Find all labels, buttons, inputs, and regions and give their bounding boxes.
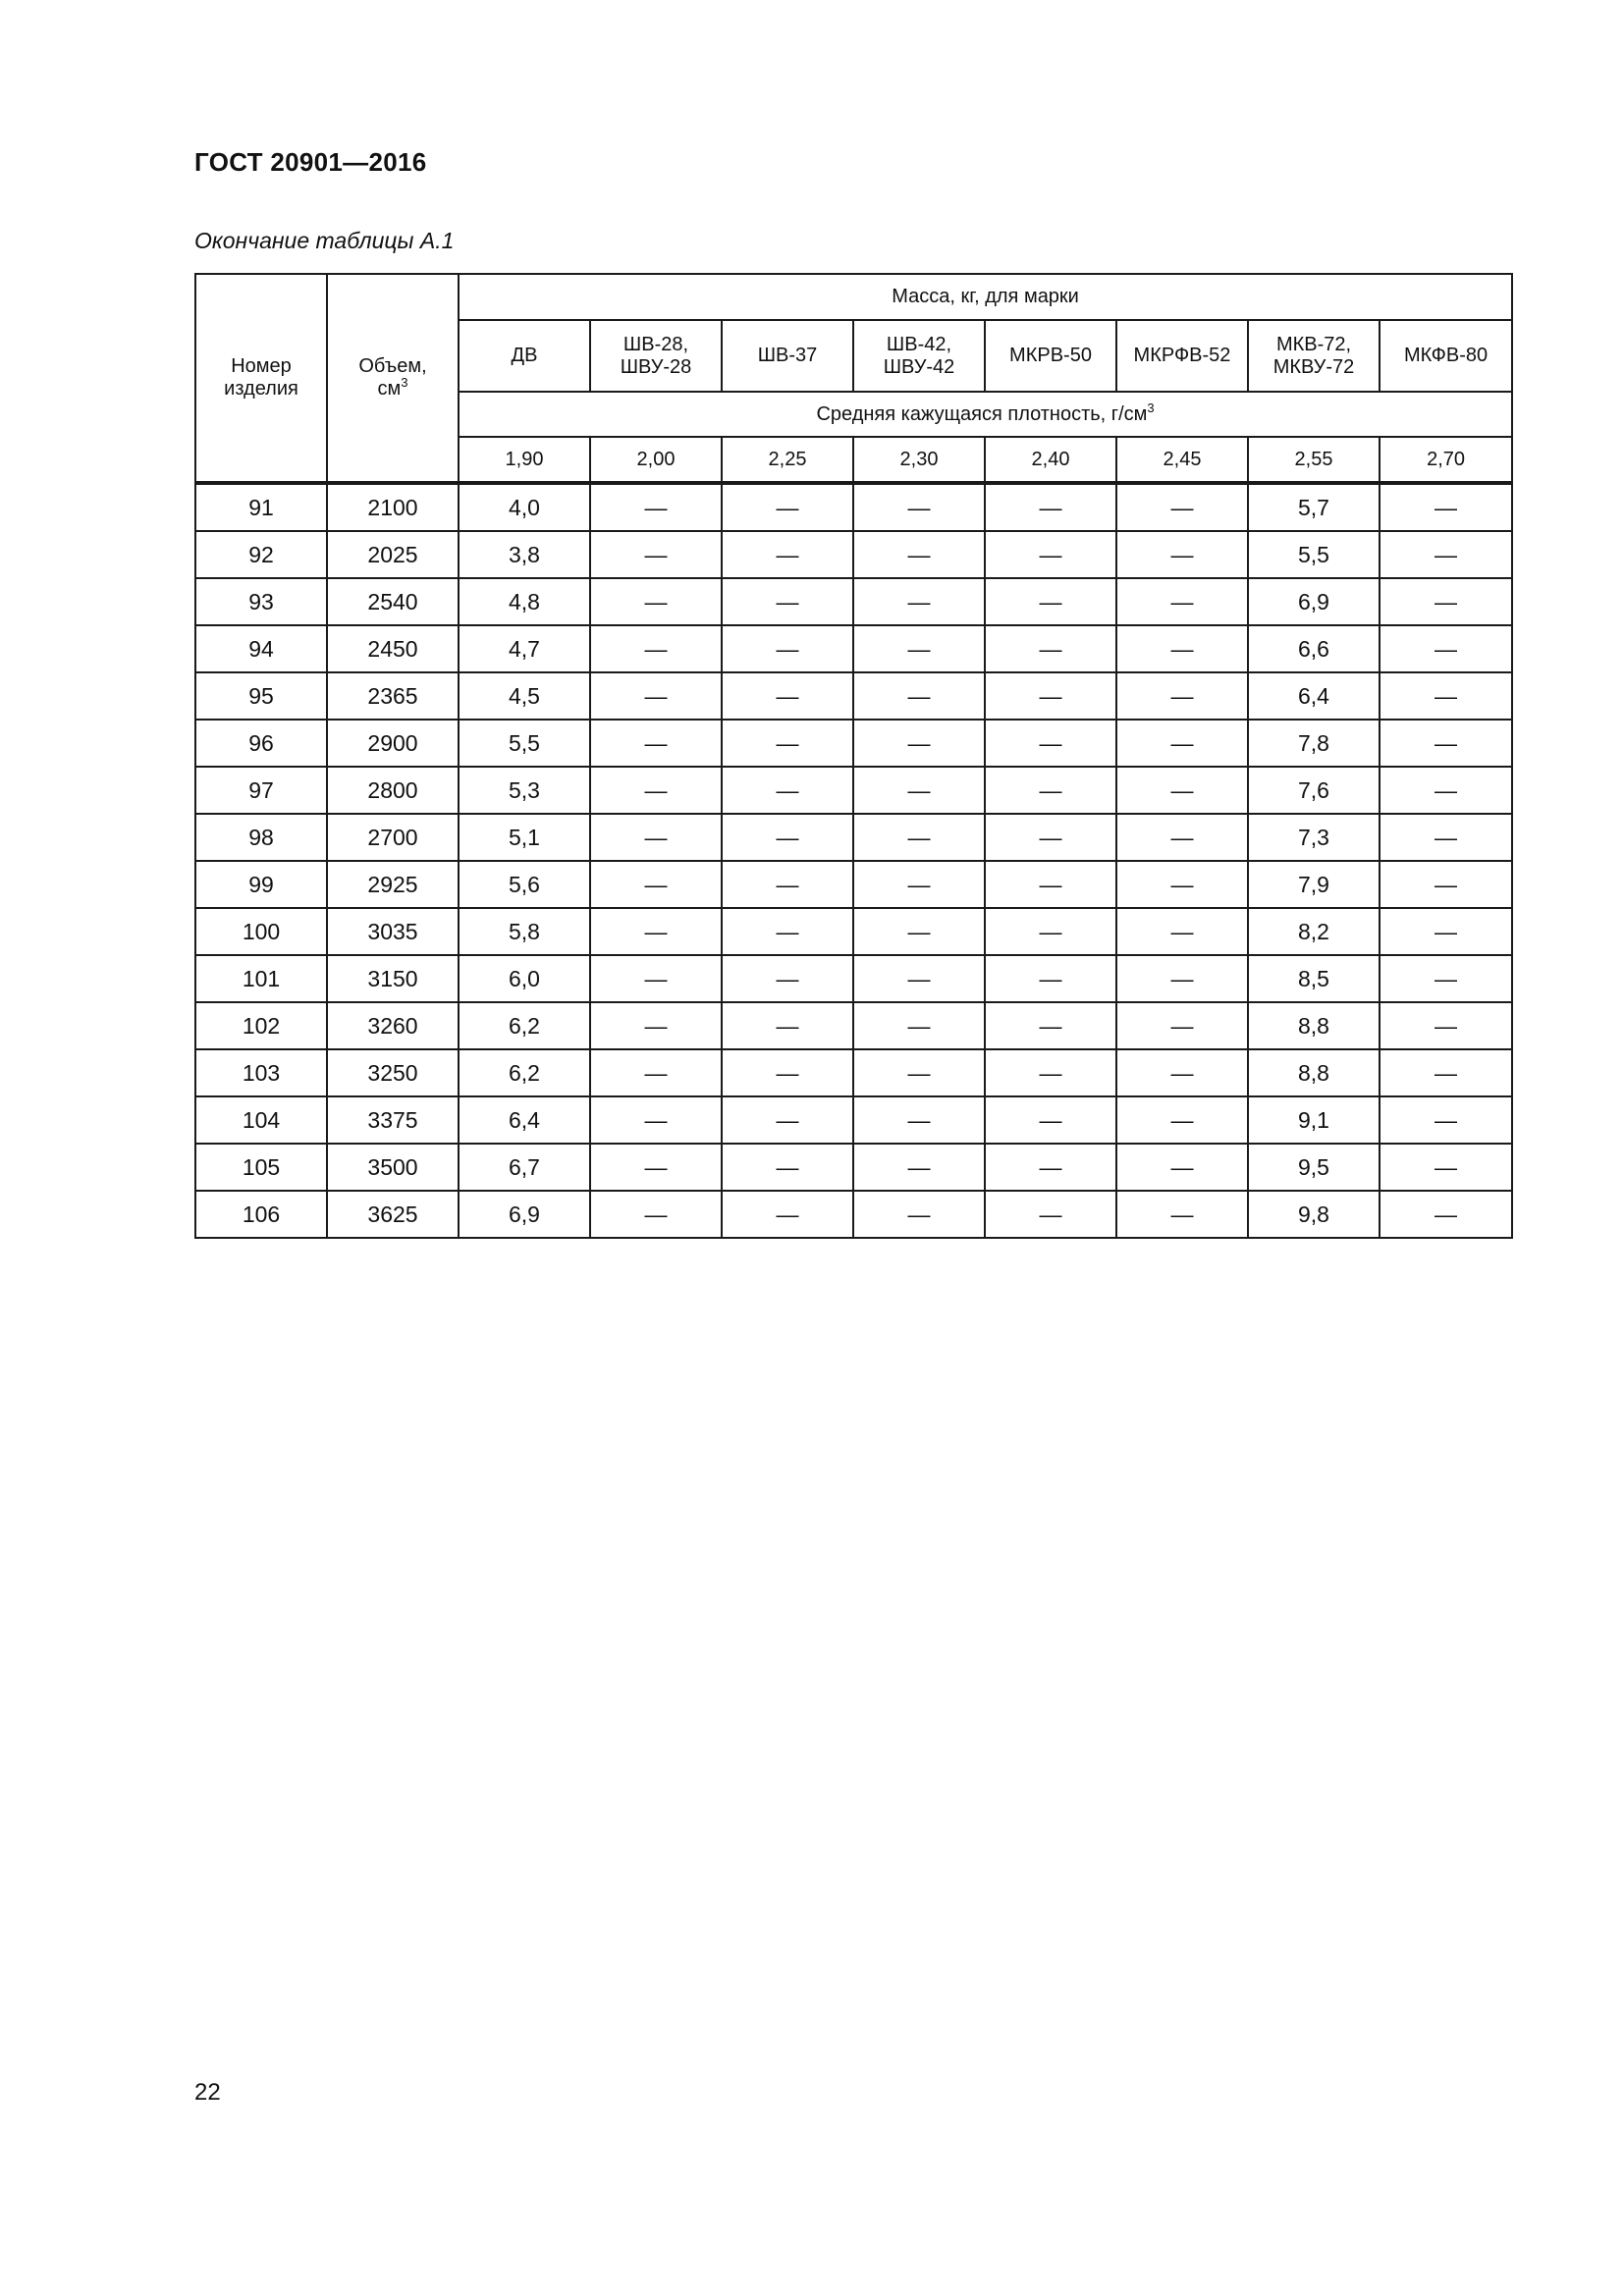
cell-volume: 2025: [327, 531, 459, 578]
cell-volume: 2925: [327, 861, 459, 908]
cell-mass: —: [853, 1002, 985, 1049]
cell-volume: 2365: [327, 672, 459, 720]
cell-volume: 2450: [327, 625, 459, 672]
cell-mass: —: [853, 1096, 985, 1144]
table-row: [195, 672, 1512, 720]
header-density-value: 1,90: [459, 437, 590, 483]
cell-mass: —: [1116, 1144, 1248, 1191]
table-row: [195, 814, 1512, 861]
cell-mass: 5,5: [459, 720, 590, 767]
cell-item-number: 106: [195, 1191, 327, 1238]
header-grade: МКРФВ-52: [1116, 320, 1248, 392]
cell-item-number: 105: [195, 1144, 327, 1191]
cell-mass: —: [1116, 908, 1248, 955]
header-density-value: 2,30: [853, 437, 985, 483]
cell-mass: —: [853, 1191, 985, 1238]
header-density-value: 2,70: [1380, 437, 1512, 483]
cell-mass: 6,7: [459, 1144, 590, 1191]
cell-mass: 7,3: [1248, 814, 1380, 861]
cell-mass: 7,8: [1248, 720, 1380, 767]
cell-mass: —: [590, 720, 722, 767]
cell-mass: —: [853, 814, 985, 861]
header-density-value: 2,55: [1248, 437, 1380, 483]
cell-mass: —: [853, 908, 985, 955]
cell-mass: 6,4: [459, 1096, 590, 1144]
cell-mass: 4,0: [459, 483, 590, 531]
cell-mass: —: [1116, 531, 1248, 578]
cell-mass: —: [1380, 1002, 1512, 1049]
cell-mass: —: [853, 720, 985, 767]
cell-mass: —: [985, 814, 1116, 861]
header-density-exp: 3: [1147, 400, 1155, 415]
header-density-label: [459, 392, 1512, 437]
table-row: [195, 531, 1512, 578]
cell-mass: —: [722, 767, 853, 814]
header-grade: МКФВ-80: [1380, 320, 1512, 392]
table-body: [195, 483, 1512, 1238]
cell-mass: —: [1380, 1049, 1512, 1096]
header-density-value: 2,40: [985, 437, 1116, 483]
cell-item-number: 95: [195, 672, 327, 720]
cell-item-number: 104: [195, 1096, 327, 1144]
cell-mass: —: [590, 955, 722, 1002]
cell-item-number: 99: [195, 861, 327, 908]
cell-mass: 8,8: [1248, 1002, 1380, 1049]
cell-mass: —: [722, 955, 853, 1002]
cell-mass: 6,6: [1248, 625, 1380, 672]
cell-mass: —: [985, 861, 1116, 908]
cell-mass: —: [1116, 1191, 1248, 1238]
cell-volume: 3250: [327, 1049, 459, 1096]
cell-volume: 3260: [327, 1002, 459, 1049]
header-volume-unit-exp: 3: [401, 375, 408, 390]
cell-mass: —: [722, 1002, 853, 1049]
cell-mass: 8,8: [1248, 1049, 1380, 1096]
cell-mass: —: [590, 1002, 722, 1049]
cell-mass: 6,9: [459, 1191, 590, 1238]
cell-item-number: 91: [195, 483, 327, 531]
table-caption: Окончание таблицы А.1: [194, 228, 455, 253]
cell-mass: 5,1: [459, 814, 590, 861]
header-grade: ШВ-28, ШВУ-28: [590, 320, 722, 392]
cell-mass: 7,6: [1248, 767, 1380, 814]
cell-mass: —: [1116, 814, 1248, 861]
cell-mass: —: [722, 672, 853, 720]
table-row: [195, 955, 1512, 1002]
cell-mass: —: [1116, 483, 1248, 531]
cell-mass: 9,5: [1248, 1144, 1380, 1191]
table-row: [195, 483, 1512, 531]
cell-mass: —: [722, 1049, 853, 1096]
cell-mass: —: [1116, 1049, 1248, 1096]
cell-mass: —: [853, 483, 985, 531]
cell-mass: —: [590, 531, 722, 578]
header-volume-label: Объем,: [358, 355, 427, 377]
cell-mass: —: [1380, 861, 1512, 908]
cell-mass: —: [590, 1096, 722, 1144]
cell-mass: —: [1380, 531, 1512, 578]
cell-mass: —: [985, 483, 1116, 531]
cell-mass: 6,2: [459, 1002, 590, 1049]
cell-item-number: 92: [195, 531, 327, 578]
cell-mass: —: [722, 1191, 853, 1238]
header-grade: ШВ-37: [722, 320, 853, 392]
cell-mass: —: [590, 1049, 722, 1096]
cell-mass: 3,8: [459, 531, 590, 578]
cell-mass: 5,5: [1248, 531, 1380, 578]
cell-mass: —: [985, 578, 1116, 625]
cell-mass: —: [722, 531, 853, 578]
cell-mass: —: [1380, 1144, 1512, 1191]
cell-mass: —: [1116, 672, 1248, 720]
cell-mass: 6,9: [1248, 578, 1380, 625]
cell-mass: 6,2: [459, 1049, 590, 1096]
cell-mass: —: [1380, 625, 1512, 672]
mass-table: [194, 273, 1513, 1239]
cell-volume: 3035: [327, 908, 459, 955]
cell-mass: —: [1380, 908, 1512, 955]
cell-volume: 2900: [327, 720, 459, 767]
cell-volume: 3375: [327, 1096, 459, 1144]
header-volume-unit: см: [377, 378, 402, 400]
cell-mass: —: [985, 1002, 1116, 1049]
cell-mass: —: [985, 1144, 1116, 1191]
cell-mass: —: [853, 672, 985, 720]
cell-mass: —: [1380, 483, 1512, 531]
cell-item-number: 93: [195, 578, 327, 625]
cell-mass: —: [590, 1191, 722, 1238]
cell-mass: —: [1380, 720, 1512, 767]
cell-mass: —: [853, 531, 985, 578]
cell-mass: —: [1116, 720, 1248, 767]
header-volume: [327, 274, 459, 483]
cell-mass: —: [590, 672, 722, 720]
cell-mass: —: [985, 531, 1116, 578]
header-grade: МКВ-72, МКВУ-72: [1248, 320, 1380, 392]
table-row: [195, 861, 1512, 908]
cell-mass: —: [590, 625, 722, 672]
cell-item-number: 100: [195, 908, 327, 955]
cell-mass: 9,1: [1248, 1096, 1380, 1144]
cell-item-number: 101: [195, 955, 327, 1002]
cell-mass: —: [1116, 1096, 1248, 1144]
table-row: [195, 1049, 1512, 1096]
cell-mass: —: [985, 908, 1116, 955]
header-density-value: 2,00: [590, 437, 722, 483]
header-density-text: Средняя кажущаяся плотность, г/см: [816, 402, 1148, 425]
cell-mass: —: [1116, 767, 1248, 814]
cell-mass: —: [1116, 625, 1248, 672]
header-mass-group: Масса, кг, для марки: [459, 274, 1512, 320]
table-row: [195, 767, 1512, 814]
cell-mass: —: [590, 814, 722, 861]
cell-mass: —: [853, 861, 985, 908]
cell-item-number: 94: [195, 625, 327, 672]
cell-mass: —: [1380, 1096, 1512, 1144]
cell-mass: —: [590, 1144, 722, 1191]
cell-mass: —: [853, 625, 985, 672]
table-row: [195, 625, 1512, 672]
cell-mass: —: [1116, 861, 1248, 908]
cell-mass: —: [853, 955, 985, 1002]
cell-volume: 2800: [327, 767, 459, 814]
cell-mass: 7,9: [1248, 861, 1380, 908]
cell-mass: —: [722, 720, 853, 767]
cell-mass: —: [590, 908, 722, 955]
cell-mass: —: [853, 1144, 985, 1191]
table-row: [195, 1144, 1512, 1191]
cell-volume: 3150: [327, 955, 459, 1002]
table-row: [195, 720, 1512, 767]
cell-mass: 6,0: [459, 955, 590, 1002]
cell-mass: —: [1116, 1002, 1248, 1049]
table-row: [195, 908, 1512, 955]
cell-volume: 2700: [327, 814, 459, 861]
cell-mass: 8,2: [1248, 908, 1380, 955]
cell-mass: —: [722, 814, 853, 861]
header-density-value: 2,45: [1116, 437, 1248, 483]
cell-mass: —: [1380, 814, 1512, 861]
cell-mass: —: [722, 1096, 853, 1144]
header-grade: ШВ-42, ШВУ-42: [853, 320, 985, 392]
cell-item-number: 97: [195, 767, 327, 814]
cell-mass: —: [722, 1144, 853, 1191]
cell-item-number: 102: [195, 1002, 327, 1049]
cell-mass: —: [1380, 767, 1512, 814]
cell-mass: —: [985, 767, 1116, 814]
cell-mass: —: [985, 625, 1116, 672]
cell-mass: —: [985, 1191, 1116, 1238]
cell-mass: —: [1380, 672, 1512, 720]
cell-mass: —: [722, 625, 853, 672]
page-number: 22: [194, 2079, 221, 2106]
cell-mass: —: [722, 578, 853, 625]
cell-volume: 3625: [327, 1191, 459, 1238]
cell-mass: —: [853, 767, 985, 814]
header-grade: ДВ: [459, 320, 590, 392]
cell-mass: 5,8: [459, 908, 590, 955]
cell-mass: —: [985, 955, 1116, 1002]
cell-mass: —: [590, 578, 722, 625]
cell-item-number: 96: [195, 720, 327, 767]
cell-mass: —: [1380, 1191, 1512, 1238]
cell-mass: 5,3: [459, 767, 590, 814]
cell-mass: —: [590, 767, 722, 814]
document-title: ГОСТ 20901—2016: [194, 147, 427, 177]
header-density-value: 2,25: [722, 437, 853, 483]
table-row: [195, 1096, 1512, 1144]
cell-mass: —: [722, 861, 853, 908]
table-row: [195, 1191, 1512, 1238]
cell-mass: 8,5: [1248, 955, 1380, 1002]
cell-mass: —: [722, 483, 853, 531]
cell-mass: —: [722, 908, 853, 955]
cell-item-number: 98: [195, 814, 327, 861]
header-grade: МКРВ-50: [985, 320, 1116, 392]
cell-mass: —: [853, 578, 985, 625]
cell-mass: 4,7: [459, 625, 590, 672]
cell-mass: 4,8: [459, 578, 590, 625]
cell-mass: —: [1116, 578, 1248, 625]
cell-item-number: 103: [195, 1049, 327, 1096]
cell-mass: 9,8: [1248, 1191, 1380, 1238]
cell-mass: 4,5: [459, 672, 590, 720]
cell-mass: —: [1380, 578, 1512, 625]
cell-mass: —: [985, 720, 1116, 767]
cell-mass: —: [1116, 955, 1248, 1002]
table-row: [195, 578, 1512, 625]
table-row: [195, 1002, 1512, 1049]
cell-mass: 5,6: [459, 861, 590, 908]
cell-mass: 6,4: [1248, 672, 1380, 720]
cell-mass: —: [985, 1096, 1116, 1144]
cell-mass: —: [853, 1049, 985, 1096]
cell-volume: 2540: [327, 578, 459, 625]
cell-volume: 3500: [327, 1144, 459, 1191]
header-item-number: Номер изделия: [195, 274, 327, 483]
cell-mass: 5,7: [1248, 483, 1380, 531]
cell-mass: —: [590, 861, 722, 908]
cell-mass: —: [985, 1049, 1116, 1096]
cell-mass: —: [590, 483, 722, 531]
cell-mass: —: [985, 672, 1116, 720]
cell-volume: 2100: [327, 483, 459, 531]
cell-mass: —: [1380, 955, 1512, 1002]
